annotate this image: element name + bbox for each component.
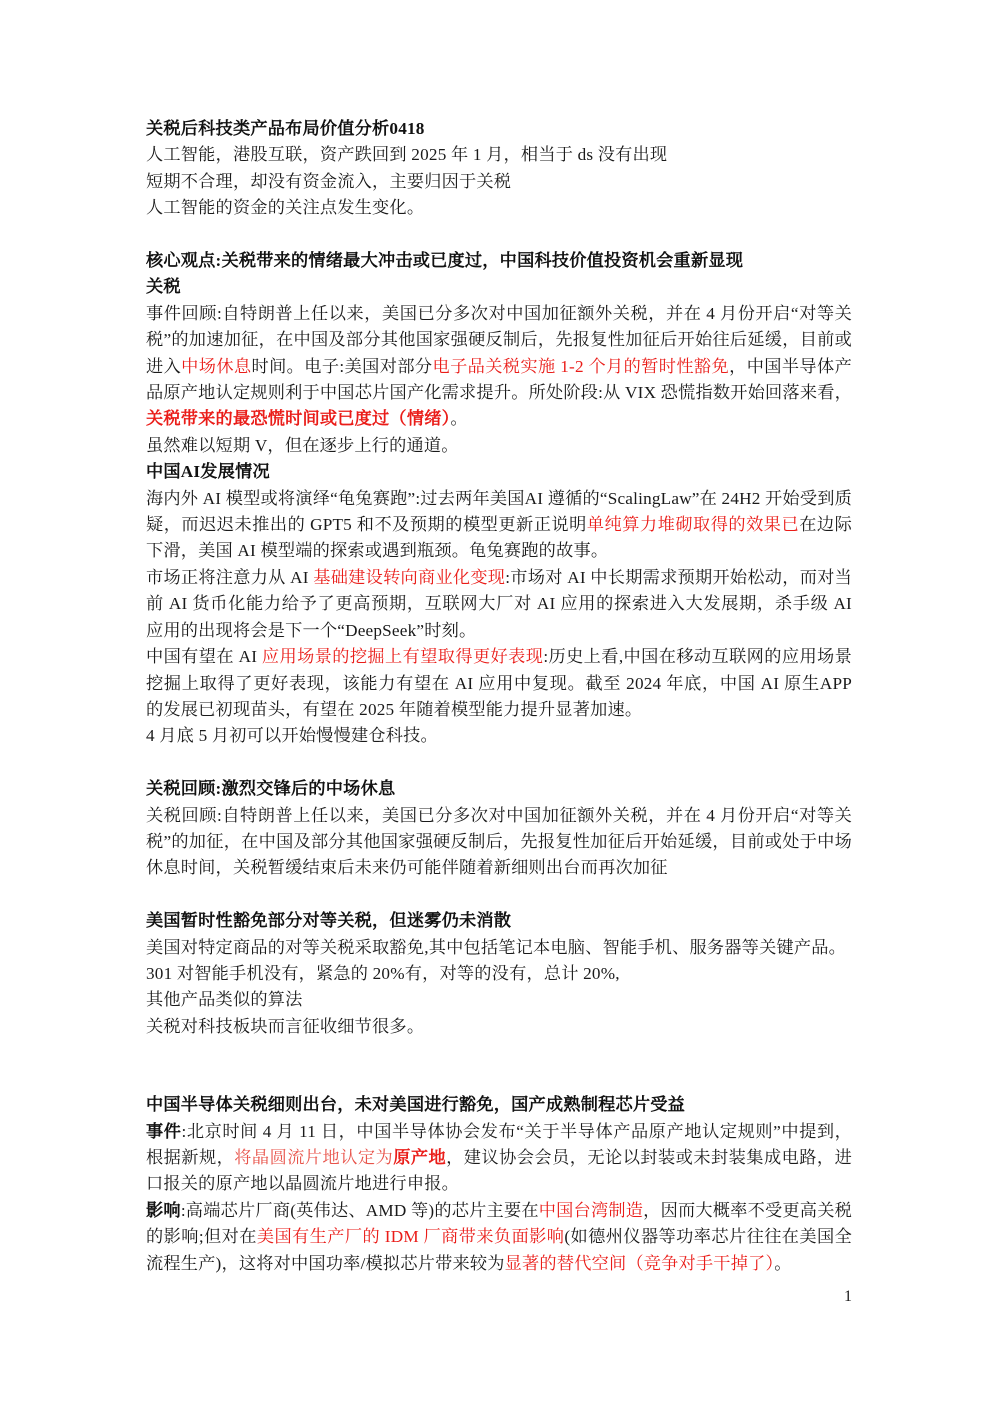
spacer [146, 222, 852, 248]
spacer [146, 882, 852, 908]
china-ai-red-scenarios: 应用场景的挖掘上有望取得更好表现 [261, 647, 544, 667]
semiconductor-red-idm: 美国有生产厂的 IDM 厂商带来负面影响 [256, 1227, 565, 1247]
semiconductor-impact-paragraph [146, 1198, 852, 1277]
semiconductor-impact-text-b: ，因而大概率不受更高关税的影响;但对在 [146, 1200, 852, 1247]
semiconductor-impact-text-c: (如德州仪器等功率芯片往往在美国全流程生产)，这将对中国功率/模拟芯片带来较为 [146, 1227, 853, 1273]
core-view-paragraph-2: 虽然难以短期 V，但在逐步上行的通道。 [146, 435, 459, 455]
semiconductor-impact-text-d: 。 [774, 1253, 792, 1273]
document-title: 关税后科技类产品布局价值分析0418 [146, 119, 425, 138]
core-view-red-exemption: 电子品关税实施 1-2 个月的暂时性豁免 [432, 356, 730, 376]
china-ai-p3-text-b: :历史上看,中国在移动互联网的应用场景挖掘上取得了更好表现，该能力有望在 AI 应用中复现。截至 2024 年底，中国 AI 原生APP 的发展已初现苗头，有望在 2025 年随着模型能力提升显著加速。 [146, 647, 853, 719]
china-ai-red-monetization: 基础建设转向商业化变现 [313, 567, 506, 587]
tariff-review-heading: 关税回顾:激烈交锋后的中场休息 [146, 779, 396, 799]
document-body [146, 116, 852, 1277]
semiconductor-event-text-b: ，建议协会会员，无论以封装或未封装集成电路，进口报关的原产地以晶圆流片地进行申报。 [146, 1147, 852, 1194]
china-ai-heading: 中国AI发展情况 [146, 462, 270, 482]
intro-line-1: 人工智能，港股互联，资产跌回到 2025 年 1 月，相当于 ds 没有出现 [146, 145, 668, 165]
semiconductor-red-substitution: 显著的替代空间（竞争对手干掉了） [504, 1253, 775, 1273]
us-exemption-line-4: 关税对科技板块而言征收细节很多。 [146, 1016, 425, 1036]
us-exemption-line-1: 美国对特定商品的对等关税采取豁免,其中包括笔记本电脑、智能手机、服务器等关键产品。 [146, 937, 847, 957]
us-exemption-heading: 美国暂时性豁免部分对等关税，但迷雾仍未消散 [146, 911, 512, 931]
china-ai-red-compute: 单纯算力堆砌取得的效果已 [586, 515, 800, 535]
spacer [146, 750, 852, 776]
core-view-text-c: ，中国半导体产品原产地认定规则利于中国芯片国产化需求提升。所处阶段:从 VIX 恐慌指数开始回落来看， [146, 356, 852, 403]
china-ai-paragraph-3 [146, 644, 852, 723]
core-view-paragraph-1 [146, 301, 852, 433]
china-ai-p2-text-a: 市场正将注意力从 AI [146, 567, 314, 587]
china-ai-text-a: 海内外 AI 模型或将演绎“龟兔赛跑”:过去两年美国AI 遵循的“ScalingLaw”在 24H2 开始受到质疑，而迟迟未推出的 GPT5 和不及预期的模型更新正说明 [146, 488, 852, 535]
china-ai-paragraph-2 [146, 565, 852, 644]
core-view-red-midbreak: 中场休息 [181, 356, 252, 376]
china-ai-p3-text-a: 中国有望在 AI [146, 647, 262, 667]
spacer-large [146, 1040, 852, 1092]
core-view-text-a: 事件回顾:自特朗普上任以来，美国已分多次对中国加征额外关税，并在 4 月份开启“对等关税”的加速加征，在中国及部分其他国家强硬反制后，先报复性加征后开始往后延缓，目前或进入 [146, 303, 852, 376]
intro-line-2: 短期不合理，却没有资金流入，主要归因于关税 [146, 171, 512, 191]
us-exemption-line-2: 301 对智能手机没有，紧急的 20%有，对等的没有，总计 20%, [146, 963, 620, 983]
china-ai-p2-text-b: :市场对 AI 中长期需求预期开始松动，而对当前 AI 货币化能力给予了更高预期，互联网大厂对 AI 应用的探索进入大发展期，杀手级 AI 应用的出现将会是下一个“DeepSeek”时刻。 [146, 567, 853, 640]
semiconductor-impact-text-a: :高端芯片厂商(英伟达、AMD 等)的芯片主要在 [180, 1200, 539, 1220]
semiconductor-heading: 中国半导体关税细则出台，未对美国进行豁免，国产成熟制程芯片受益 [146, 1095, 686, 1115]
semiconductor-red-origin-country: 原产地 [393, 1147, 447, 1167]
core-view-text-b: 时间。电子:美国对部分 [251, 356, 433, 376]
china-ai-text-b: 在边际下滑，美国 AI 模型端的探索或遇到瓶颈。龟兔赛跑的故事。 [146, 515, 852, 561]
semiconductor-impact-label: 影响 [146, 1200, 181, 1220]
semiconductor-red-taiwan: 中国台湾制造 [538, 1200, 644, 1220]
semiconductor-event-text-a: :北京时间 4 月 11 日，中国半导体协会发布“关于半导体产品原产地认定规则”中提到，根据新规， [146, 1121, 852, 1167]
intro-line-3: 人工智能的资金的关注点发生变化。 [146, 198, 425, 218]
core-view-heading: 核心观点:关税带来的情绪最大冲击或已度过，中国科技价值投资机会重新显现 [146, 251, 744, 271]
semiconductor-event-label: 事件 [146, 1121, 182, 1141]
semiconductor-red-wafer-origin: 将晶圆流片地认定为 [234, 1147, 394, 1167]
china-ai-paragraph-4: 4 月底 5 月初可以开始慢慢建仓科技。 [146, 726, 438, 746]
core-view-red-panic: 关税带来的最恐慌时间或已度过（情绪） [146, 409, 451, 429]
tariff-review-body: 关税回顾:自特朗普上任以来，美国已分多次对中国加征额外关税，并在 4 月份开启“对等关税”的加征，在中国及部分其他国家强硬反制后，先报复性加征后开始延缓，目前或处于中场休息时间，关税暂缓结束后未来仍可能伴随着新细则出台而再次加征 [146, 805, 852, 878]
core-view-text-d: 。 [450, 409, 468, 429]
core-view-subheading: 关税 [146, 277, 181, 297]
page-number: 1 [844, 1288, 852, 1305]
semiconductor-event-paragraph [146, 1119, 852, 1198]
us-exemption-line-3: 其他产品类似的算法 [146, 990, 303, 1010]
china-ai-paragraph-1 [146, 486, 852, 565]
